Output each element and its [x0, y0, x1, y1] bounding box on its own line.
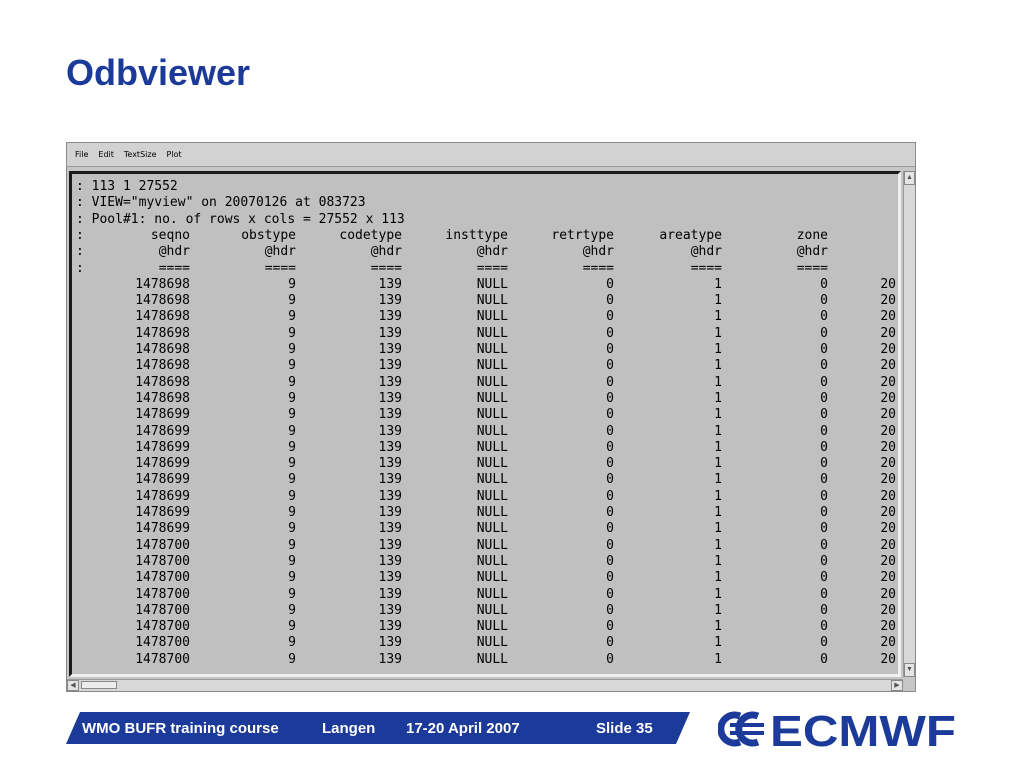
scroll-down-arrow-icon[interactable]: ▼ — [904, 663, 915, 677]
table-row — [72, 635, 900, 651]
column-header: codetype — [339, 227, 402, 243]
table-cell: 0 — [606, 553, 614, 569]
table-cell: 9 — [288, 325, 296, 341]
table-cell: 0 — [820, 342, 828, 357]
table-cell: 1 — [714, 553, 722, 569]
column-separator: ==== — [582, 260, 614, 276]
table-cell: 139 — [378, 602, 402, 618]
column-tag: @hdr — [476, 244, 508, 260]
table-row — [72, 391, 900, 407]
scroll-left-arrow-icon[interactable]: ◀ — [67, 680, 79, 691]
table-cell: 20 — [880, 505, 896, 520]
table-cell: 1478700 — [135, 537, 190, 553]
table-cell: 20 — [880, 276, 896, 292]
scroll-up-arrow-icon[interactable]: ▲ — [904, 171, 915, 185]
table-cell: 0 — [820, 309, 828, 325]
table-row — [72, 440, 900, 456]
table-cell: NULL — [476, 635, 508, 651]
table-cell: 0 — [820, 619, 828, 635]
column-header: insttype — [445, 227, 508, 243]
table-cell: 0 — [606, 619, 614, 635]
table-cell: 9 — [288, 390, 296, 406]
table-row — [72, 505, 900, 521]
table-cell: 139 — [378, 390, 402, 406]
table-cell: 1 — [714, 423, 722, 439]
table-cell: 20 — [880, 358, 896, 374]
table-cell: NULL — [476, 276, 508, 292]
table-cell: 1478698 — [135, 342, 190, 357]
vertical-scrollbar[interactable] — [903, 171, 915, 677]
table-cell: 1 — [714, 472, 722, 488]
table-cell: 20 — [880, 439, 896, 455]
row-prefix: : — [76, 227, 84, 243]
table-cell: 20 — [880, 423, 896, 439]
table-cell: 139 — [378, 456, 402, 472]
table-cell: 1478700 — [135, 570, 190, 586]
table-cell: 0 — [820, 407, 828, 423]
scroll-right-arrow-icon[interactable]: ▶ — [891, 680, 903, 691]
table-cell: 139 — [378, 651, 402, 667]
table-cell: 20 — [880, 602, 896, 618]
table-cell: NULL — [476, 651, 508, 667]
ecmwf-logo — [718, 707, 958, 751]
table-cell: 1478699 — [135, 456, 190, 472]
row-prefix: : — [76, 260, 84, 276]
table-cell: 0 — [606, 358, 614, 374]
footer-place: Langen — [322, 720, 376, 737]
table-cell: 139 — [378, 407, 402, 423]
table-cell: 0 — [820, 423, 828, 439]
column-tag: @hdr — [370, 244, 402, 260]
table-row — [72, 521, 900, 537]
table-row — [72, 538, 900, 554]
table-cell: 1478698 — [135, 276, 190, 292]
table-cell: 0 — [820, 505, 828, 520]
menu-textsize[interactable]: TextSize — [123, 150, 157, 159]
table-cell: 1478699 — [135, 439, 190, 455]
table-cell: 1478700 — [135, 635, 190, 651]
table-cell: 1 — [714, 635, 722, 651]
table-cell: 9 — [288, 553, 296, 569]
table-cell: 9 — [288, 358, 296, 374]
table-cell: 0 — [606, 342, 614, 357]
table-cell: 0 — [820, 521, 828, 537]
table-cell: 0 — [820, 602, 828, 618]
table-cell: NULL — [476, 342, 508, 357]
table-cell: 1 — [714, 374, 722, 390]
table-cell: 0 — [820, 276, 828, 292]
column-header-row — [72, 228, 900, 244]
column-header: seqno — [150, 227, 190, 243]
table-cell: 0 — [820, 537, 828, 553]
table-cell: 139 — [378, 276, 402, 292]
column-separator: ==== — [370, 260, 402, 276]
table-cell: 0 — [606, 456, 614, 472]
table-cell: 20 — [880, 570, 896, 586]
table-cell: 0 — [820, 488, 828, 504]
column-tag-row — [72, 244, 900, 260]
table-cell: 139 — [378, 537, 402, 553]
table-cell: 9 — [288, 651, 296, 667]
table-cell: 139 — [378, 488, 402, 504]
table-cell: NULL — [476, 586, 508, 602]
table-cell: 139 — [378, 293, 402, 309]
table-cell: 1478700 — [135, 619, 190, 635]
table-cell: 1 — [714, 521, 722, 537]
table-cell: 139 — [378, 570, 402, 586]
ecmwf-logo-icon — [718, 707, 958, 751]
table-cell: 139 — [378, 423, 402, 439]
table-row — [72, 554, 900, 570]
column-separator: ==== — [796, 260, 828, 276]
table-cell: 9 — [288, 521, 296, 537]
table-cell: 1478700 — [135, 651, 190, 667]
table-cell: 1 — [714, 293, 722, 309]
table-cell: 9 — [288, 505, 296, 520]
table-cell: 20 — [880, 374, 896, 390]
table-cell: 0 — [606, 293, 614, 309]
column-separator: ==== — [476, 260, 508, 276]
table-cell: 1478698 — [135, 374, 190, 390]
table-cell: 139 — [378, 619, 402, 635]
column-tag: @hdr — [582, 244, 614, 260]
table-row — [72, 603, 900, 619]
table-row — [72, 619, 900, 635]
table-cell: NULL — [476, 570, 508, 586]
header-line-2: : VIEW="myview" on 20070126 at 083723 — [76, 195, 366, 211]
table-cell: NULL — [476, 619, 508, 635]
table-cell: NULL — [476, 602, 508, 618]
table-cell: 1 — [714, 570, 722, 586]
table-row — [72, 489, 900, 505]
table-cell: 20 — [880, 635, 896, 651]
table-cell: 1478699 — [135, 472, 190, 488]
table-cell: 0 — [606, 309, 614, 325]
table-cell: 9 — [288, 472, 296, 488]
table-cell: 1 — [714, 342, 722, 357]
table-cell: 1 — [714, 276, 722, 292]
table-cell: 139 — [378, 505, 402, 520]
horizontal-scroll-thumb[interactable] — [81, 681, 117, 689]
table-cell: 1 — [714, 651, 722, 667]
footer-course: WMO BUFR training course — [82, 720, 279, 737]
table-cell: 1 — [714, 505, 722, 520]
table-row — [72, 309, 900, 325]
column-separator: ==== — [690, 260, 722, 276]
table-row — [72, 424, 900, 440]
table-row — [72, 375, 900, 391]
table-cell: 0 — [820, 293, 828, 309]
logo-text: ECMWF — [770, 707, 956, 751]
table-cell: 20 — [880, 553, 896, 569]
table-cell: 1 — [714, 488, 722, 504]
table-cell: 0 — [820, 635, 828, 651]
table-cell: 9 — [288, 488, 296, 504]
table-cell: 1478698 — [135, 325, 190, 341]
table-cell: 20 — [880, 342, 896, 357]
table-cell: NULL — [476, 358, 508, 374]
column-header: areatype — [659, 227, 722, 243]
table-cell: 20 — [880, 309, 896, 325]
table-cell: 9 — [288, 276, 296, 292]
column-header: zone — [796, 227, 828, 243]
table-row — [72, 587, 900, 603]
column-separator: ==== — [158, 260, 190, 276]
column-tag: @hdr — [690, 244, 722, 260]
table-cell: NULL — [476, 374, 508, 390]
table-cell: 1478699 — [135, 407, 190, 423]
table-cell: 1478698 — [135, 358, 190, 374]
table-cell: NULL — [476, 325, 508, 341]
table-cell: 0 — [820, 553, 828, 569]
table-cell: NULL — [476, 521, 508, 537]
table-cell: 0 — [820, 472, 828, 488]
table-row — [72, 570, 900, 586]
table-cell: NULL — [476, 407, 508, 423]
table-cell: 139 — [378, 472, 402, 488]
table-cell: 1 — [714, 619, 722, 635]
table-cell: 1478700 — [135, 602, 190, 618]
table-cell: NULL — [476, 505, 508, 520]
table-cell: 139 — [378, 635, 402, 651]
menu-file[interactable]: File — [75, 150, 89, 159]
table-cell: 1 — [714, 439, 722, 455]
table-cell: 1478699 — [135, 521, 190, 537]
column-tag: @hdr — [158, 244, 190, 260]
table-cell: 9 — [288, 456, 296, 472]
table-cell: 0 — [606, 472, 614, 488]
table-cell: 9 — [288, 537, 296, 553]
horizontal-scrollbar[interactable] — [67, 679, 903, 691]
table-cell: 0 — [820, 374, 828, 390]
table-cell: 0 — [606, 651, 614, 667]
table-cell: 139 — [378, 358, 402, 374]
output-text-area[interactable] — [69, 171, 901, 677]
table-cell: 0 — [820, 325, 828, 341]
table-cell: 0 — [820, 651, 828, 667]
table-cell: 0 — [606, 570, 614, 586]
table-cell: 1478700 — [135, 586, 190, 602]
table-cell: NULL — [476, 472, 508, 488]
table-cell: 0 — [606, 325, 614, 341]
table-cell: 0 — [606, 488, 614, 504]
table-cell: 139 — [378, 374, 402, 390]
table-cell: 20 — [880, 537, 896, 553]
table-cell: 139 — [378, 325, 402, 341]
table-cell: 1 — [714, 309, 722, 325]
table-cell: NULL — [476, 488, 508, 504]
table-row — [72, 456, 900, 472]
table-cell: 0 — [606, 505, 614, 520]
table-cell: 20 — [880, 293, 896, 309]
table-cell: 0 — [820, 586, 828, 602]
column-tag: @hdr — [796, 244, 828, 260]
table-cell: 9 — [288, 635, 296, 651]
table-cell: NULL — [476, 309, 508, 325]
table-cell: 139 — [378, 586, 402, 602]
header-line-3: : Pool#1: no. of rows x cols = 27552 x 113 — [76, 211, 405, 227]
column-separator: ==== — [264, 260, 296, 276]
table-cell: NULL — [476, 456, 508, 472]
odbviewer-window — [66, 142, 916, 692]
table-cell: 139 — [378, 521, 402, 537]
table-cell: 20 — [880, 619, 896, 635]
table-cell: 20 — [880, 325, 896, 341]
menu-edit[interactable]: Edit — [98, 150, 114, 159]
table-cell: 139 — [378, 309, 402, 325]
table-cell: 139 — [378, 553, 402, 569]
row-prefix: : — [76, 244, 84, 260]
separator-row — [72, 261, 900, 277]
table-cell: 1 — [714, 407, 722, 423]
table-cell: 20 — [880, 651, 896, 667]
table-cell: 0 — [606, 423, 614, 439]
table-cell: 9 — [288, 374, 296, 390]
table-cell: 1478699 — [135, 423, 190, 439]
table-cell: 0 — [606, 521, 614, 537]
table-cell: 9 — [288, 407, 296, 423]
table-cell: 9 — [288, 293, 296, 309]
table-cell: 0 — [606, 390, 614, 406]
menu-plot[interactable]: Plot — [166, 150, 182, 159]
table-cell: 1478699 — [135, 488, 190, 504]
table-cell: 0 — [606, 276, 614, 292]
menu-bar — [67, 143, 915, 167]
table-cell: 139 — [378, 342, 402, 357]
table-cell: 20 — [880, 407, 896, 423]
table-cell: 139 — [378, 439, 402, 455]
table-cell: 1478698 — [135, 390, 190, 406]
table-cell: 9 — [288, 423, 296, 439]
table-row — [72, 342, 900, 358]
table-cell: 1 — [714, 456, 722, 472]
slide-title: Odbviewer — [66, 52, 251, 93]
table-cell: 0 — [820, 358, 828, 374]
table-cell: 1 — [714, 325, 722, 341]
footer-dates: 17-20 April 2007 — [406, 720, 520, 737]
table-cell: 0 — [606, 439, 614, 455]
table-cell: 9 — [288, 342, 296, 357]
table-cell: 9 — [288, 439, 296, 455]
table-cell: 0 — [820, 390, 828, 406]
table-cell: 1478700 — [135, 553, 190, 569]
table-cell: 0 — [606, 374, 614, 390]
header-line-1: : 113 1 27552 — [76, 179, 178, 194]
table-cell: 9 — [288, 602, 296, 618]
table-row — [72, 293, 900, 309]
table-cell: NULL — [476, 293, 508, 309]
table-cell: 0 — [606, 537, 614, 553]
table-cell: NULL — [476, 553, 508, 569]
table-cell: NULL — [476, 423, 508, 439]
table-cell: 9 — [288, 619, 296, 635]
table-cell: 0 — [820, 439, 828, 455]
footer-slide-number: Slide 35 — [596, 720, 653, 737]
table-cell: 0 — [606, 602, 614, 618]
table-cell: 20 — [880, 456, 896, 472]
table-cell: 1 — [714, 537, 722, 553]
table-cell: 1 — [714, 586, 722, 602]
table-row — [72, 326, 900, 342]
table-cell: 0 — [606, 407, 614, 423]
table-cell: 9 — [288, 309, 296, 325]
table-cell: 20 — [880, 488, 896, 504]
table-row — [72, 472, 900, 488]
table-cell: 1 — [714, 390, 722, 406]
table-cell: NULL — [476, 537, 508, 553]
table-cell: NULL — [476, 390, 508, 406]
table-row — [72, 407, 900, 423]
table-cell: 0 — [820, 456, 828, 472]
table-cell: 20 — [880, 521, 896, 537]
table-cell: 20 — [880, 390, 896, 406]
column-header: obstype — [241, 227, 296, 243]
column-header: retrtype — [551, 227, 614, 243]
table-cell: 20 — [880, 472, 896, 488]
table-row — [72, 277, 900, 293]
table-cell: 1 — [714, 358, 722, 374]
table-cell: NULL — [476, 439, 508, 455]
table-cell: 0 — [606, 635, 614, 651]
table-row — [72, 358, 900, 374]
table-cell: 0 — [820, 570, 828, 586]
table-cell: 20 — [880, 586, 896, 602]
table-cell: 9 — [288, 570, 296, 586]
table-cell: 1478699 — [135, 505, 190, 520]
table-cell: 1 — [714, 602, 722, 618]
table-cell: 1478698 — [135, 293, 190, 309]
table-cell: 9 — [288, 586, 296, 602]
table-row — [72, 652, 900, 668]
table-cell: 1478698 — [135, 309, 190, 325]
column-tag: @hdr — [264, 244, 296, 260]
table-cell: 0 — [606, 586, 614, 602]
